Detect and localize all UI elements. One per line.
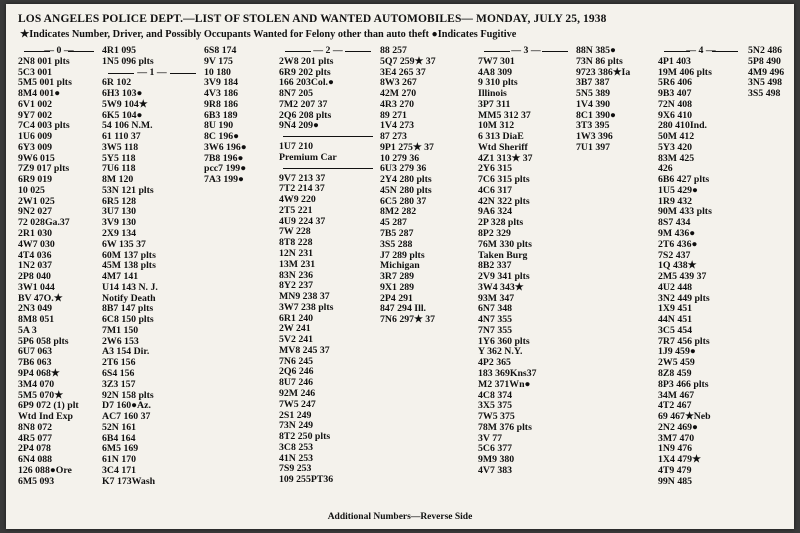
plate-entry: 3R7 289 bbox=[380, 271, 415, 283]
plate-entry: 42N 322 plts bbox=[478, 195, 530, 207]
plate-entry: K7 173Wash bbox=[102, 475, 156, 487]
plate-entry: 3T3 395 bbox=[576, 120, 610, 132]
plate-entry: 5C6 377 bbox=[478, 443, 513, 455]
plate-entry: 1N9 476 bbox=[658, 443, 693, 455]
plate-entry: 126 088●Ore bbox=[18, 464, 72, 476]
plate-entry: 3V9 130 bbox=[102, 217, 137, 229]
plate-entry: 9P4 068★ bbox=[18, 367, 60, 379]
plate-entry: 3C5 454 bbox=[658, 324, 693, 336]
plate-entry: 10 025 bbox=[18, 184, 45, 196]
column-heading: — 3 — bbox=[478, 46, 574, 57]
plate-entry: 73N 86 plts bbox=[576, 55, 623, 67]
plate-entry: 6N7 348 bbox=[478, 303, 513, 315]
plate-entry: 4A8 309 bbox=[478, 66, 513, 78]
plate-entry: 4C6 317 bbox=[478, 184, 513, 196]
bulletin-title: LOS ANGELES POLICE DEPT.—LIST OF STOLEN AND WANTED AUTOMOBILES— MONDAY, JULY 25, 1938 bbox=[18, 13, 607, 25]
column-4b bbox=[748, 46, 792, 100]
plate-entry: 42M 270 bbox=[380, 88, 417, 100]
plate-entry: 3W5 118 bbox=[102, 141, 139, 153]
column-heading: — 4 — bbox=[658, 46, 744, 57]
plate-entry: 8Y2 237 bbox=[279, 280, 314, 292]
plate-entry: 4T2 467 bbox=[658, 400, 692, 412]
plate-entry: 2N8 001 plts bbox=[18, 55, 70, 67]
plate-entry: 3W6 196● bbox=[204, 141, 247, 153]
plate-entry: 5V2 241 bbox=[279, 334, 314, 346]
plate-entry: 4T4 036 bbox=[18, 249, 52, 261]
plate-entry: 78M 376 plts bbox=[478, 421, 532, 433]
plate-entry: 3M4 070 bbox=[18, 378, 55, 390]
plate-entry: 72N 408 bbox=[658, 98, 693, 110]
column-heading: — 0 — bbox=[18, 46, 100, 57]
column-heading: — 2 — bbox=[279, 46, 377, 57]
plate-entry: 9V7 213 37 bbox=[279, 172, 326, 184]
plate-entry: 166 203Col.● bbox=[279, 77, 334, 89]
plate-entry: D7 160●Az. bbox=[102, 400, 151, 412]
bulletin-footer: Additional Numbers—Reverse Side bbox=[327, 512, 473, 522]
plate-entry: 5M5 001 plts bbox=[18, 77, 72, 89]
plate-entry: 1U6 009 bbox=[18, 131, 53, 143]
plate-entry: 6R9 202 plts bbox=[279, 66, 331, 78]
plate-entry: 8M8 051 bbox=[18, 314, 55, 326]
plate-entry: 4U9 224 37 bbox=[279, 215, 326, 227]
plate-entry: 7U1 397 bbox=[576, 141, 611, 153]
plate-entry: 34M 467 bbox=[658, 389, 695, 401]
plate-entry: 4U2 448 bbox=[658, 281, 693, 293]
plate-entry: 8C1 390● bbox=[576, 109, 616, 121]
column-0 bbox=[18, 46, 100, 487]
plate-entry: 4T9 479 bbox=[658, 464, 692, 476]
plate-entry: 183 369Kns37 bbox=[478, 367, 537, 379]
plate-entry: 2S1 249 bbox=[279, 409, 312, 421]
plate-entry: 5Q7 259★ 37 bbox=[380, 55, 436, 67]
plate-entry: 426 bbox=[658, 163, 673, 175]
plate-entry: 5W9 104★ bbox=[102, 98, 148, 110]
plate-entry: 61N 170 bbox=[102, 454, 137, 466]
plate-entry: Wtd Ind Exp bbox=[18, 411, 73, 423]
bulletin-legend: ★Indicates Number, Driver, and Possibly Occupants Wanted for Felony other than auto theft ●Indicates Fugitive bbox=[20, 29, 517, 40]
plate-entry: 2W6 153 bbox=[102, 335, 139, 347]
plate-entry: 5A 3 bbox=[18, 324, 37, 336]
plate-entry: 3M7 470 bbox=[658, 432, 695, 444]
plate-entry: 72 028Ga.37 bbox=[18, 217, 70, 229]
plate-entry: 7A3 199● bbox=[204, 174, 244, 186]
plate-entry: 5Y5 118 bbox=[102, 152, 136, 164]
plate-entry: 8W3 267 bbox=[380, 77, 417, 89]
plate-entry: 7W7 301 bbox=[478, 55, 515, 67]
plate-entry: 8S7 434 bbox=[658, 217, 691, 229]
plate-entry: 7B5 287 bbox=[380, 228, 414, 240]
plate-entry: A3 154 Dir. bbox=[102, 346, 150, 358]
plate-entry: 5M5 070★ bbox=[18, 389, 63, 401]
column-3b bbox=[576, 46, 656, 154]
plate-entry: 2X9 134 bbox=[102, 228, 137, 240]
plate-entry: Premium Car bbox=[279, 151, 337, 163]
plate-entry: 4W9 220 bbox=[279, 194, 316, 206]
plate-entry: 109 255PT36 bbox=[279, 474, 334, 486]
plate-entry: 9X1 289 bbox=[380, 281, 415, 293]
plate-entry: 6V1 002 bbox=[18, 98, 53, 110]
plate-entry: 93M 347 bbox=[478, 292, 515, 304]
plate-entry: 44N 451 bbox=[658, 314, 693, 326]
plate-entry: 12N 231 bbox=[279, 248, 314, 260]
plate-entry: Wtd Sheriff bbox=[478, 141, 528, 153]
plate-entry: 7C4 003 plts bbox=[18, 120, 70, 132]
plate-entry: 2P8 040 bbox=[18, 271, 51, 283]
plate-entry: 3S5 498 bbox=[748, 88, 781, 100]
plate-entry: 60M 137 plts bbox=[102, 249, 156, 261]
plate-entry: 7N6 297★ 37 bbox=[380, 314, 436, 326]
plate-entry: 2P 328 plts bbox=[478, 217, 524, 229]
plate-entry: 2M5 439 37 bbox=[658, 271, 707, 283]
plate-entry: M2 371Wn● bbox=[478, 378, 531, 390]
plate-entry: 1N2 037 bbox=[18, 260, 53, 272]
plate-entry: 3W7 238 plts bbox=[279, 301, 334, 313]
plate-entry: 6R9 019 bbox=[18, 174, 53, 186]
plate-entry: 9B3 407 bbox=[658, 88, 692, 100]
plate-entry: 3E4 265 37 bbox=[380, 66, 426, 78]
plate-entry: 5P8 490 bbox=[748, 55, 781, 67]
plate-entry: 7N6 245 bbox=[279, 355, 314, 367]
plate-entry: 19M 406 plts bbox=[658, 66, 712, 78]
plate-entry: 4C8 374 bbox=[478, 389, 513, 401]
plate-entry: 45 287 bbox=[380, 217, 407, 229]
plate-entry: 8U 190 bbox=[204, 120, 234, 132]
plate-entry: 1X9 451 bbox=[658, 303, 693, 315]
plate-entry: 8C 196● bbox=[204, 131, 240, 143]
plate-entry: 3U7 130 bbox=[102, 206, 137, 218]
plate-entry: 6C8 150 plts bbox=[102, 314, 154, 326]
plate-entry: 7B6 063 bbox=[18, 357, 52, 369]
plate-entry: 4M7 141 bbox=[102, 271, 139, 283]
plate-entry: 2W5 459 bbox=[658, 357, 695, 369]
plate-entry: 1V4 273 bbox=[380, 120, 415, 132]
plate-entry: 4Z1 313★ 37 bbox=[478, 152, 533, 164]
plate-entry: 9M9 380 bbox=[478, 454, 515, 466]
plate-entry: 5N2 486 bbox=[748, 45, 783, 56]
plate-entry: 2Q6 246 bbox=[279, 366, 314, 378]
column-1 bbox=[102, 46, 202, 487]
plate-entry: 8Z8 459 bbox=[658, 367, 692, 379]
plate-entry: 6H3 103● bbox=[102, 88, 143, 100]
plate-entry: 6K5 104● bbox=[102, 109, 143, 121]
plate-entry: 5N5 389 bbox=[576, 88, 611, 100]
plate-entry: 280 410Ind. bbox=[658, 120, 707, 132]
plate-entry: 4N7 355 bbox=[478, 314, 513, 326]
plate-entry: 7R7 456 plts bbox=[658, 335, 710, 347]
plate-entry: 7M2 207 37 bbox=[279, 98, 328, 110]
plate-entry: MV8 245 37 bbox=[279, 344, 330, 356]
plate-entry: 8N8 072 bbox=[18, 421, 53, 433]
column-2 bbox=[279, 46, 377, 486]
plate-entry: 9W6 015 bbox=[18, 152, 55, 164]
plate-entry: 83M 425 bbox=[658, 152, 695, 164]
plate-entry: 54 106 N.M. bbox=[102, 120, 153, 132]
plate-entry: 4R1 095 bbox=[102, 45, 137, 56]
plate-entry: Michigan bbox=[380, 260, 420, 272]
plate-entry: Y 362 N.Y. bbox=[478, 346, 523, 358]
plate-entry: 7U6 118 bbox=[102, 163, 136, 175]
plate-entry: 6N4 088 bbox=[18, 454, 53, 466]
plate-entry: 2Y4 280 plts bbox=[380, 174, 432, 186]
plate-entry: 41N 253 bbox=[279, 452, 314, 464]
plate-entry: 2R1 030 bbox=[18, 228, 53, 240]
plate-entry: 2T6 436● bbox=[658, 238, 698, 250]
plate-entry: 847 294 Ill. bbox=[380, 303, 426, 315]
plate-entry: 2W 241 bbox=[279, 323, 311, 335]
plate-entry: 6R5 128 bbox=[102, 195, 137, 207]
plate-entry: 4W7 030 bbox=[18, 238, 55, 250]
plate-entry: 6P9 072 (1) plt bbox=[18, 400, 79, 412]
plate-entry: 7B8 196● bbox=[204, 152, 244, 164]
plate-entry: 1U5 429● bbox=[658, 184, 698, 196]
plate-entry: 2Q6 208 plts bbox=[279, 109, 332, 121]
plate-entry: 4R3 270 bbox=[380, 98, 415, 110]
plate-entry: MN9 238 37 bbox=[279, 291, 330, 303]
plate-entry: 6B6 427 plts bbox=[658, 174, 710, 186]
plate-entry: 2T5 221 bbox=[279, 204, 313, 216]
plate-entry: 1U7 210 bbox=[279, 141, 314, 153]
plate-entry: 8B7 147 plts bbox=[102, 303, 154, 315]
plate-entry: 1V4 390 bbox=[576, 98, 611, 110]
plate-entry: 2P4 291 bbox=[380, 292, 413, 304]
plate-entry: 8T8 228 bbox=[279, 237, 313, 249]
plate-entry: 2W8 201 plts bbox=[279, 55, 334, 67]
plate-entry: 52N 161 bbox=[102, 421, 137, 433]
plate-entry: 3N5 498 bbox=[748, 77, 783, 89]
plate-entry: 1X4 479★ bbox=[658, 454, 701, 466]
plate-entry: 88 257 bbox=[380, 45, 407, 56]
plate-entry: 6U3 279 36 bbox=[380, 163, 427, 175]
plate-entry: 69 467★Neb bbox=[658, 411, 711, 423]
plate-entry: 5P6 058 plts bbox=[18, 335, 69, 347]
plate-entry: 8T2 250 plts bbox=[279, 431, 331, 443]
plate-entry: 2T6 156 bbox=[102, 357, 136, 369]
plate-entry: 8P3 466 plts bbox=[658, 378, 709, 390]
column-2b bbox=[380, 46, 476, 326]
plate-entry: 92M 246 bbox=[279, 387, 316, 399]
plate-entry: 3C4 171 bbox=[102, 464, 137, 476]
plate-entry: 8U7 246 bbox=[279, 377, 314, 389]
plate-entry: 45N 280 plts bbox=[380, 184, 432, 196]
plate-entry: 6S8 174 bbox=[204, 45, 237, 56]
plate-entry: 5Y3 420 bbox=[658, 141, 693, 153]
plate-entry: 6R1 240 bbox=[279, 312, 314, 324]
plate-entry: Illinois bbox=[478, 88, 507, 100]
plate-entry: MM5 312 37 bbox=[478, 109, 531, 121]
plate-entry: 6R 102 bbox=[102, 77, 132, 89]
plate-entry: 6B3 189 bbox=[204, 109, 238, 121]
plate-entry: pcc7 199● bbox=[204, 163, 247, 175]
plate-entry: 4V3 186 bbox=[204, 88, 239, 100]
plate-entry: 5C3 001 bbox=[18, 66, 53, 78]
plate-entry: 8M 120 bbox=[102, 174, 134, 186]
plate-entry: 1R9 432 bbox=[658, 195, 693, 207]
plate-entry: 53N 121 plts bbox=[102, 184, 154, 196]
plate-entry: 7S9 253 bbox=[279, 463, 312, 475]
plate-entry: 3V9 184 bbox=[204, 77, 239, 89]
plate-entry: 3N2 449 plts bbox=[658, 292, 710, 304]
plate-entry: 3B7 387 bbox=[576, 77, 610, 89]
plate-entry: 6S4 156 bbox=[102, 367, 135, 379]
plate-entry: 50M 412 bbox=[658, 131, 695, 143]
plate-entry: 7W5 375 bbox=[478, 411, 515, 423]
plate-entry: 10M 312 bbox=[478, 120, 515, 132]
plate-entry: 9M 436● bbox=[658, 228, 696, 240]
plate-entry: 4R5 077 bbox=[18, 432, 53, 444]
plate-entry: 7T2 214 37 bbox=[279, 183, 325, 195]
plate-entry: 3V 77 bbox=[478, 432, 503, 444]
column-1b bbox=[204, 46, 276, 186]
plate-entry: 3P7 311 bbox=[478, 98, 511, 110]
plate-entry: 6C5 280 37 bbox=[380, 195, 427, 207]
police-bulletin-sheet bbox=[6, 4, 794, 529]
plate-entry: 9 310 plts bbox=[478, 77, 518, 89]
column-4 bbox=[658, 46, 744, 487]
plate-entry: 76M 330 plts bbox=[478, 238, 532, 250]
plate-entry: 1Y6 360 plts bbox=[478, 335, 530, 347]
column-3 bbox=[478, 46, 574, 477]
plate-entry: 7N7 355 bbox=[478, 324, 513, 336]
plate-entry: 73N 249 bbox=[279, 420, 314, 432]
plate-entry: 1N5 096 plts bbox=[102, 55, 154, 67]
plate-entry: 9Y7 002 bbox=[18, 109, 53, 121]
plate-entry: 6Y3 009 bbox=[18, 141, 53, 153]
plate-entry: 2N3 049 bbox=[18, 303, 53, 315]
plate-entry: 92N 158 plts bbox=[102, 389, 154, 401]
plate-entry: 3Z3 157 bbox=[102, 378, 136, 390]
plate-entry: 9A6 324 bbox=[478, 206, 513, 218]
plate-entry: 6B4 164 bbox=[102, 432, 136, 444]
plate-entry: J7 289 plts bbox=[380, 249, 425, 261]
plate-entry: 4P1 403 bbox=[658, 55, 691, 67]
plate-entry: AC7 160 37 bbox=[102, 411, 151, 423]
plate-entry: 2W1 025 bbox=[18, 195, 55, 207]
plate-entry: 6W 135 37 bbox=[102, 238, 146, 250]
plate-entry: 7Z9 017 plts bbox=[18, 163, 70, 175]
plate-entry: 8M2 282 bbox=[380, 206, 417, 218]
plate-entry: 2V9 341 plts bbox=[478, 271, 530, 283]
plate-entry: 61 110 37 bbox=[102, 131, 141, 143]
plate-entry: 10 279 36 bbox=[380, 152, 420, 164]
plate-entry: 2P4 078 bbox=[18, 443, 51, 455]
plate-entry: 10 180 bbox=[204, 66, 231, 78]
plate-entry: 9723 386★Ia bbox=[576, 66, 631, 78]
plate-entry: 6U7 063 bbox=[18, 346, 53, 358]
plate-entry: 7S2 437 bbox=[658, 249, 691, 261]
plate-entry: 9X6 410 bbox=[658, 109, 693, 121]
plate-entry: 9N4 209● bbox=[279, 120, 319, 132]
plate-entry: 9V 175 bbox=[204, 55, 233, 67]
plate-entry: Taken Burg bbox=[478, 249, 528, 261]
plate-entry: 8M4 001● bbox=[18, 88, 61, 100]
plate-entry: 3W4 343★ bbox=[478, 281, 524, 293]
plate-entry: 88N 385● bbox=[576, 45, 616, 56]
plate-entry: 8N7 205 bbox=[279, 88, 314, 100]
plate-entry: 7W5 247 bbox=[279, 398, 316, 410]
plate-entry: 89 271 bbox=[380, 109, 407, 121]
plate-entry: 6 313 DiaE bbox=[478, 131, 524, 143]
plate-entry: 7C6 315 plts bbox=[478, 174, 530, 186]
plate-entry: 3W1 044 bbox=[18, 281, 55, 293]
plate-entry: 4M9 496 bbox=[748, 66, 785, 78]
plate-entry: 7W 228 bbox=[279, 226, 311, 238]
plate-entry: 99N 485 bbox=[658, 475, 693, 487]
column-heading: — 1 — bbox=[102, 68, 202, 79]
plate-entry: 6M5 169 bbox=[102, 443, 139, 455]
plate-entry: 90M 433 plts bbox=[658, 206, 712, 218]
plate-entry: 87 273 bbox=[380, 131, 407, 143]
plate-entry: 9R8 186 bbox=[204, 98, 239, 110]
plate-entry: 5R6 406 bbox=[658, 77, 693, 89]
plate-entry: 4P2 365 bbox=[478, 357, 511, 369]
plate-entry: 83N 236 bbox=[279, 269, 314, 281]
plate-entry: 9N2 027 bbox=[18, 206, 53, 218]
plate-entry: 4V7 383 bbox=[478, 464, 513, 476]
plate-entry: 3X5 375 bbox=[478, 400, 513, 412]
plate-entry: 7M1 150 bbox=[102, 324, 139, 336]
plate-entry: 2N2 469● bbox=[658, 421, 698, 433]
plate-entry: 1W3 396 bbox=[576, 131, 613, 143]
plate-entry: 8B2 337 bbox=[478, 260, 512, 272]
plate-entry: 13M 231 bbox=[279, 258, 316, 270]
plate-entry: 1J9 459● bbox=[658, 346, 696, 358]
plate-entry: 45M 138 plts bbox=[102, 260, 156, 272]
plate-entry: 1Q 438★ bbox=[658, 260, 697, 272]
plate-entry: 2Y6 315 bbox=[478, 163, 513, 175]
plate-entry: 8P2 329 bbox=[478, 228, 511, 240]
plate-entry: 9P1 275★ 37 bbox=[380, 141, 434, 153]
plate-entry: 3S5 288 bbox=[380, 238, 413, 250]
plate-number-columns bbox=[6, 46, 794, 501]
plate-entry: 3C8 253 bbox=[279, 441, 314, 453]
plate-entry: U14 143 N. J. bbox=[102, 281, 158, 293]
plate-entry: 6M5 093 bbox=[18, 475, 55, 487]
plate-entry: Notify Death bbox=[102, 292, 156, 304]
plate-entry: BV 47O.★ bbox=[18, 292, 63, 304]
